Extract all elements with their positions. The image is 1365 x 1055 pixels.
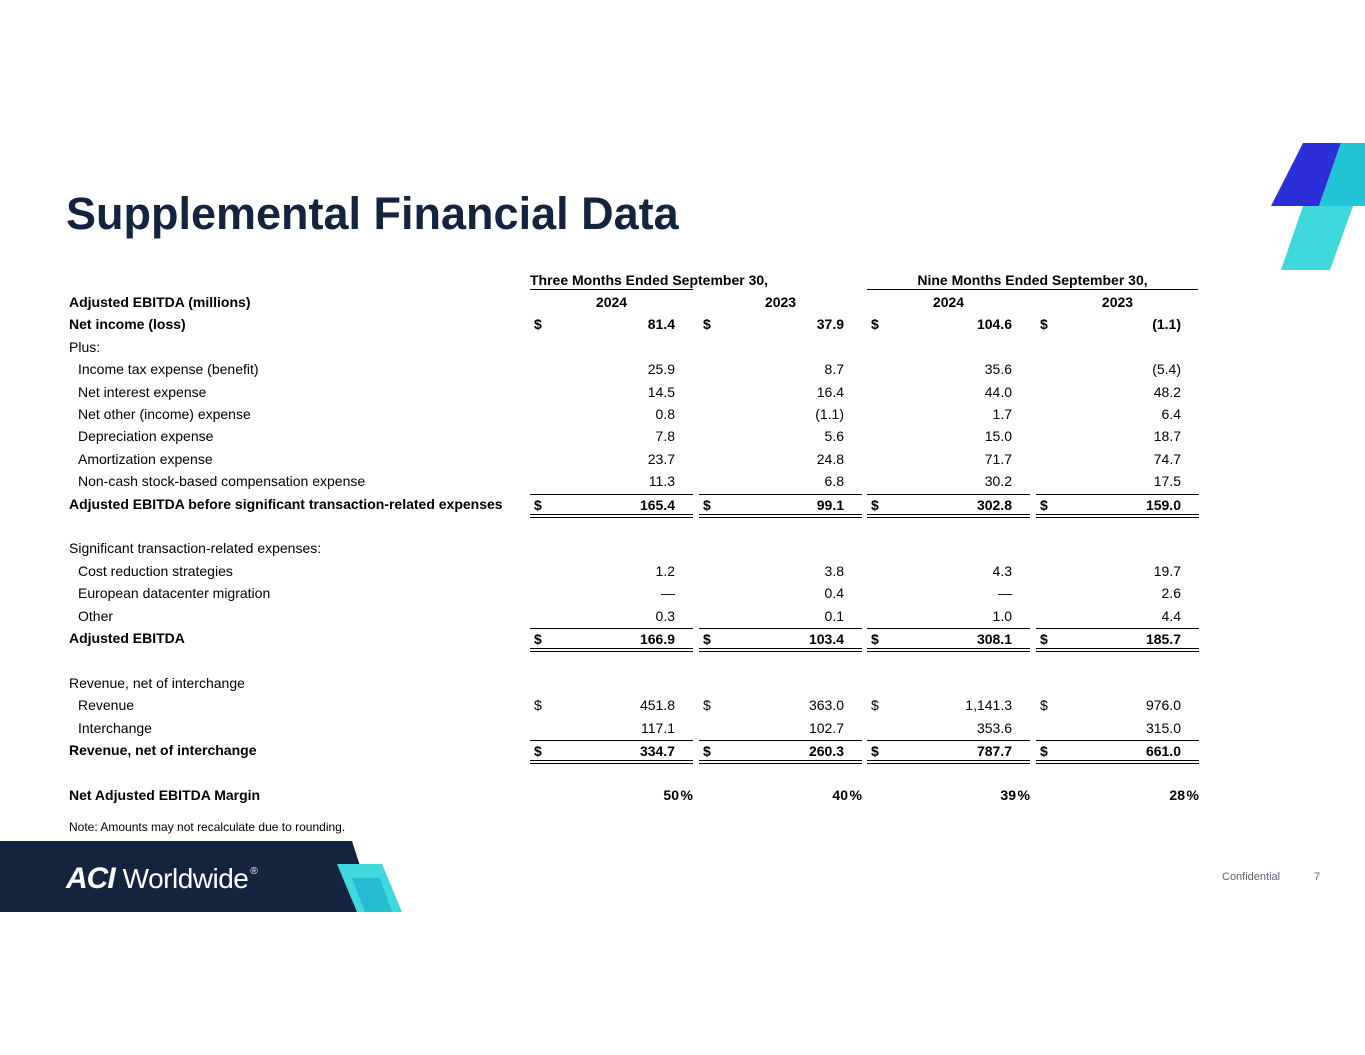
row-label: Other (78, 608, 114, 624)
cell-value: 0.3 (655, 608, 675, 624)
percent-sign: % (849, 787, 862, 803)
accent-teal-shape (1281, 206, 1353, 270)
period-header: Nine Months Ended September 30, (917, 272, 1148, 288)
dollar-sign: $ (871, 316, 879, 332)
cell-value: 1.7 (992, 406, 1012, 422)
value-cell (867, 787, 1030, 809)
table-row (0, 518, 1365, 540)
row-label: Interchange (78, 720, 152, 736)
row-label: Cost reduction strategies (78, 563, 233, 579)
cell-value: 0.4 (824, 585, 844, 601)
value-cell (1036, 608, 1199, 630)
value-cell (699, 720, 862, 742)
value-cell (699, 563, 862, 585)
cell-value: 661.0 (1145, 743, 1181, 759)
table-row (0, 608, 1365, 630)
value-cell (699, 740, 862, 763)
table-row (0, 585, 1365, 607)
cell-value: 25.9 (647, 361, 675, 377)
cell-value: 976.0 (1145, 697, 1181, 713)
value-cell (1036, 720, 1199, 742)
cell-value: 23.7 (647, 451, 675, 467)
value-cell (699, 361, 862, 383)
dollar-sign: $ (871, 743, 879, 759)
cell-value: 17.5 (1153, 473, 1181, 489)
value-cell (699, 628, 862, 651)
table-row (0, 720, 1365, 742)
cell-value: 48.2 (1153, 384, 1181, 400)
table-row (0, 652, 1365, 674)
cell-value: (5.4) (1152, 361, 1181, 377)
row-label: Adjusted EBITDA before significant transaction-related expenses (69, 496, 503, 512)
row-label: Income tax expense (benefit) (78, 361, 259, 377)
cell-value: 37.9 (816, 316, 844, 332)
dollar-sign: $ (703, 497, 711, 513)
value-cell (530, 585, 693, 607)
table-row (0, 451, 1365, 473)
row-label: Amortization expense (78, 451, 213, 467)
value-cell (867, 628, 1030, 651)
row-label: Adjusted EBITDA (millions) (69, 294, 251, 310)
cell-value: 0.1 (824, 608, 844, 624)
logo-registered: ® (250, 865, 258, 877)
cell-value: 15.0 (984, 428, 1012, 444)
cell-value: 363.0 (808, 697, 844, 713)
table-row (0, 294, 1365, 316)
cell-value: 451.8 (639, 697, 675, 713)
dollar-sign: $ (1040, 631, 1048, 647)
dollar-sign: $ (703, 743, 711, 759)
value-cell (867, 384, 1030, 406)
table-row (0, 406, 1365, 428)
dollar-sign: $ (871, 697, 879, 713)
logo-text: Worldwide (122, 863, 249, 894)
period-header: Three Months Ended September 30, (530, 272, 769, 288)
value-cell (867, 428, 1030, 450)
value-cell (530, 608, 693, 630)
dollar-sign: $ (534, 631, 542, 647)
value-cell (1036, 740, 1199, 763)
value-cell (867, 563, 1030, 585)
value-cell (530, 451, 693, 473)
row-label: Revenue (78, 697, 135, 713)
value-cell (1036, 563, 1199, 585)
value-cell (867, 608, 1030, 630)
cell-value: 308.1 (976, 631, 1012, 647)
aci-worldwide-logo (66, 862, 258, 896)
table-row (0, 697, 1365, 719)
value-cell (1036, 406, 1199, 428)
cell-value: 1.2 (655, 563, 675, 579)
table-row (0, 630, 1365, 652)
cell-value: 50 (663, 787, 679, 803)
row-label: Net Adjusted EBITDA Margin (69, 787, 261, 803)
dollar-sign: $ (703, 631, 711, 647)
value-cell (867, 406, 1030, 428)
cell-value: 315.0 (1145, 720, 1181, 736)
period-header-rule (867, 289, 1198, 290)
dollar-sign: $ (534, 497, 542, 513)
value-cell (867, 585, 1030, 607)
value-cell (530, 406, 693, 428)
value-cell (867, 697, 1030, 719)
value-cell (699, 428, 862, 450)
table-row (0, 428, 1365, 450)
cell-value: 71.7 (984, 451, 1012, 467)
value-cell (1036, 697, 1199, 719)
cell-value: (1.1) (815, 406, 844, 422)
value-cell (699, 608, 862, 630)
cell-value: 103.4 (808, 631, 844, 647)
cell-value: 3.8 (824, 563, 844, 579)
table-row (0, 473, 1365, 495)
value-cell (1036, 384, 1199, 406)
row-label: Plus: (69, 339, 101, 355)
value-cell (530, 787, 693, 809)
value-cell (867, 494, 1030, 517)
year-header: 2024 (595, 294, 628, 310)
value-cell (867, 316, 1030, 338)
dollar-sign: $ (534, 316, 542, 332)
year-header: 2023 (764, 294, 797, 310)
dollar-sign: $ (871, 497, 879, 513)
dollar-sign: $ (1040, 316, 1048, 332)
row-label: Non-cash stock-based compensation expense (78, 473, 366, 489)
page-title: Supplemental Financial Data (66, 188, 679, 239)
value-cell (530, 563, 693, 585)
percent-sign: % (1017, 787, 1030, 803)
value-cell (867, 740, 1030, 763)
cell-value: 30.2 (984, 473, 1012, 489)
cell-value: — (998, 585, 1012, 601)
value-cell (699, 451, 862, 473)
cell-value: 99.1 (816, 497, 844, 513)
row-label: Depreciation expense (78, 428, 214, 444)
cell-value: 81.4 (647, 316, 675, 332)
cell-value: 40 (832, 787, 848, 803)
cell-value: (1.1) (1152, 316, 1181, 332)
cell-value: 19.7 (1153, 563, 1181, 579)
cell-value: 24.8 (816, 451, 844, 467)
value-cell (1036, 494, 1199, 517)
value-cell (530, 316, 693, 338)
cell-value: 18.7 (1153, 428, 1181, 444)
value-cell (1036, 787, 1199, 809)
value-cell (699, 316, 862, 338)
cell-value: 787.7 (976, 743, 1012, 759)
value-cell (1036, 361, 1199, 383)
cell-value: 165.4 (639, 497, 675, 513)
cell-value: 74.7 (1153, 451, 1181, 467)
cell-value: 104.6 (976, 316, 1012, 332)
value-cell (699, 384, 862, 406)
row-label: Significant transaction-related expenses: (69, 540, 322, 556)
row-label: Revenue, net of interchange (69, 675, 245, 691)
cell-value: 166.9 (639, 631, 675, 647)
cell-value: 2.6 (1161, 585, 1181, 601)
value-cell (530, 473, 693, 495)
value-cell (867, 361, 1030, 383)
table-row (0, 361, 1365, 383)
footnote: Note: Amounts may not recalculate due to rounding. (69, 820, 346, 834)
value-cell (1036, 585, 1199, 607)
year-header: 2024 (932, 294, 965, 310)
cell-value: 8.7 (824, 361, 844, 377)
percent-sign: % (1186, 787, 1199, 803)
logo-mark: ACI (66, 862, 115, 895)
cell-value: 44.0 (984, 384, 1012, 400)
page-number: 7 (1314, 871, 1321, 883)
dollar-sign: $ (534, 697, 542, 713)
dollar-sign: $ (871, 631, 879, 647)
value-cell (530, 697, 693, 719)
cell-value: 35.6 (984, 361, 1012, 377)
value-cell (1036, 451, 1199, 473)
table-row (0, 563, 1365, 585)
cell-value: 1,141.3 (965, 697, 1012, 713)
table-row (0, 540, 1365, 562)
value-cell (699, 585, 862, 607)
row-label: European datacenter migration (78, 585, 271, 601)
value-cell (1036, 473, 1199, 495)
value-cell (699, 494, 862, 517)
table-row (0, 384, 1365, 406)
cell-value: 117.1 (641, 720, 675, 736)
cell-value: 4.4 (1161, 608, 1181, 624)
value-cell (867, 720, 1030, 742)
table-row (0, 339, 1365, 361)
cell-value: 302.8 (976, 497, 1012, 513)
row-label: Net other (income) expense (78, 406, 251, 422)
dollar-sign: $ (1040, 697, 1048, 713)
value-cell (1036, 428, 1199, 450)
value-cell (530, 361, 693, 383)
table-row (0, 675, 1365, 697)
dollar-sign: $ (703, 316, 711, 332)
cell-value: 102.7 (808, 720, 844, 736)
value-cell (699, 473, 862, 495)
value-cell (699, 697, 862, 719)
value-cell (867, 473, 1030, 495)
cell-value: 185.7 (1145, 631, 1181, 647)
cell-value: 159.0 (1145, 497, 1181, 513)
cell-value: 6.8 (824, 473, 844, 489)
value-cell (530, 628, 693, 651)
cell-value: — (661, 585, 675, 601)
row-label: Adjusted EBITDA (69, 630, 185, 646)
table-row (0, 316, 1365, 338)
row-label: Net income (loss) (69, 316, 186, 332)
dollar-sign: $ (534, 743, 542, 759)
percent-sign: % (680, 787, 693, 803)
cell-value: 5.6 (824, 428, 844, 444)
value-cell (867, 451, 1030, 473)
table-row (0, 742, 1365, 764)
brand-accent-graphic (1268, 143, 1365, 271)
row-label: Revenue, net of interchange (69, 742, 257, 758)
cell-value: 260.3 (808, 743, 844, 759)
cell-value: 16.4 (816, 384, 844, 400)
value-cell (1036, 628, 1199, 651)
cell-value: 28 (1169, 787, 1185, 803)
cell-value: 14.5 (647, 384, 675, 400)
cell-value: 0.8 (655, 406, 675, 422)
cell-value: 4.3 (992, 563, 1012, 579)
value-cell (530, 428, 693, 450)
confidential-label: Confidential (1222, 871, 1281, 883)
cell-value: 1.0 (992, 608, 1012, 624)
value-cell (530, 494, 693, 517)
table-row (0, 764, 1365, 786)
value-cell (1036, 316, 1199, 338)
period-header-rule (530, 289, 693, 290)
cell-value: 7.8 (655, 428, 675, 444)
value-cell (530, 720, 693, 742)
value-cell (699, 406, 862, 428)
dollar-sign: $ (703, 697, 711, 713)
cell-value: 39 (1000, 787, 1016, 803)
value-cell (530, 384, 693, 406)
table-row (0, 496, 1365, 518)
cell-value: 11.3 (648, 473, 675, 489)
dollar-sign: $ (1040, 743, 1048, 759)
year-header: 2023 (1101, 294, 1134, 310)
table-row (0, 787, 1365, 809)
dollar-sign: $ (1040, 497, 1048, 513)
cell-value: 353.6 (976, 720, 1012, 736)
value-cell (530, 740, 693, 763)
cell-value: 334.7 (639, 743, 675, 759)
cell-value: 6.4 (1161, 406, 1181, 422)
value-cell (699, 787, 862, 809)
row-label: Net interest expense (78, 384, 207, 400)
